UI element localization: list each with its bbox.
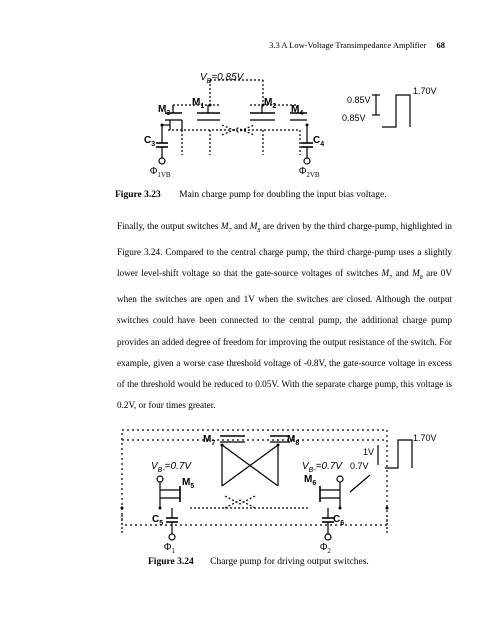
fig324-m5: $M_5$	[182, 477, 195, 490]
fig323-v170: 1.70V	[413, 86, 437, 96]
fig324-c5: $C_5$	[152, 514, 164, 527]
fig324-vb-left: $V_{B-}=0.7V$	[151, 461, 192, 474]
header-section: 3.3 A Low-Voltage Transimpedance Amplifier	[269, 40, 427, 50]
caption-number: Figure 3.23	[115, 190, 161, 200]
fig324-v1: 1V	[363, 447, 375, 457]
para-text-3: are 0V when the switches are open and 1V when the switches are closed. Although the output switches could have been connected to the central pump, the additional charge pump provides an added degree of freedom for improving the output resistance of the switch. For example, given a worse case threshold voltage of -0.8V, the gate-source voltage in excess of the threshold would be reduced to 0.05V. With the separate charge pump, this voltage is 0.2V, or four times greater.	[117, 268, 452, 411]
fig323-phi1: $\Phi_{1VB}$	[150, 166, 171, 179]
fig324-v170: 1.70V	[413, 433, 437, 443]
fig324-m6: $M_6$	[304, 474, 317, 487]
fig324-v07: 0.7V	[350, 461, 369, 471]
fig324-phi1: $\Phi_1$	[164, 542, 175, 555]
figure-3-24-caption	[148, 557, 369, 567]
fig323-c4: $C_4$	[313, 135, 325, 148]
para-text-1: Finally, the output switches	[117, 221, 221, 231]
fig323-phi2: $\Phi_{2VB}$	[299, 166, 320, 179]
m8-subscript-2: 8	[419, 275, 423, 282]
m7-symbol-2: M	[381, 268, 390, 279]
m7-subscript: 7	[228, 227, 232, 234]
fig323-m1: $M_1$	[192, 97, 205, 110]
caption-text: Main charge pump for doubling the input bias voltage.	[179, 190, 387, 200]
fig323-v085-bottom: 0.85V	[342, 113, 366, 123]
fig323-m3: $M_3$	[158, 104, 171, 117]
fig323-vb-label: $V_B=0.85V$	[200, 72, 244, 85]
caption-text: Charge pump for driving output switches.	[210, 557, 369, 567]
para-and-2: and	[392, 268, 413, 279]
m7-subscript-2: 7	[389, 275, 393, 282]
m8-symbol-2: M	[412, 268, 420, 279]
m8-symbol: M	[249, 221, 258, 231]
fig324-m8: $M_8$	[287, 434, 300, 447]
para-text-2: are driven by the third charge-pump, highlighted in Figure 3.24. Compared to the central charge pump, the third charge-pump uses a slightly lower level-shift voltage so that the gate-source voltages of switches	[117, 221, 453, 279]
fig324-phi2: $\Phi_2$	[320, 542, 331, 555]
para-and: and	[231, 221, 250, 231]
fig323-m4: $M_4$	[291, 104, 304, 117]
fig324-m7: $M_7$	[203, 434, 216, 447]
fig324-c6: $C_6$	[333, 514, 345, 527]
fig324-vb-right: $V_{B-}=0.7V$	[302, 461, 343, 474]
page-number: 68	[436, 40, 445, 50]
caption-number: Figure 3.24	[148, 557, 194, 567]
fig323-v085-top: 0.85V	[347, 95, 371, 105]
m8-subscript: 8	[257, 227, 261, 234]
fig323-c3: $C_3$	[144, 135, 156, 148]
m7-symbol: M	[220, 221, 229, 231]
fig323-m2: $M_2$	[264, 97, 277, 110]
